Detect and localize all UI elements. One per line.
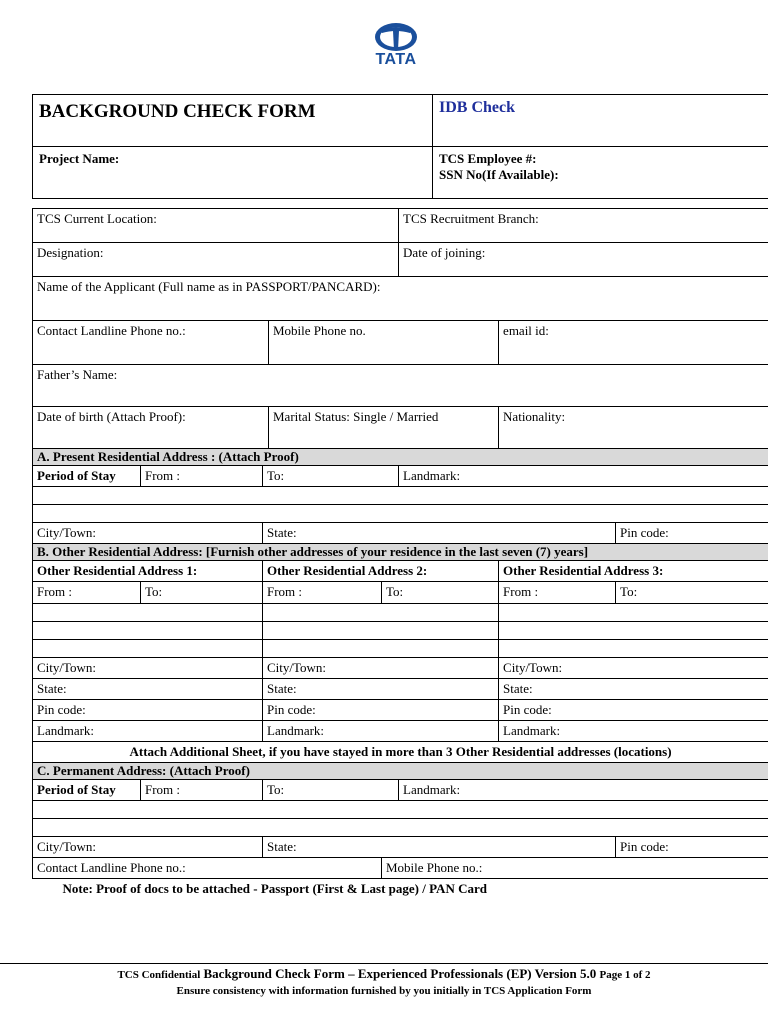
state-field-c[interactable]: State: [263,837,616,858]
mobile-field-c[interactable]: Mobile Phone no.: [382,858,768,879]
landmark-field-a[interactable]: Landmark: [399,466,768,487]
recruitment-branch-field[interactable]: TCS Recruitment Branch: [399,209,768,243]
idb-check-label: IDB Check [433,95,768,147]
email-field[interactable]: email id: [499,321,768,365]
address-line-b2a[interactable] [263,604,499,622]
state-field-b3[interactable]: State: [499,679,768,700]
footer-form-title: Background Check Form – Experienced Professionals (EP) Version 5.0 [203,966,597,981]
current-location-field[interactable]: TCS Current Location: [33,209,399,243]
from-field-c[interactable]: From : [141,780,263,801]
city-field-a[interactable]: City/Town: [33,523,263,544]
marital-status-field[interactable]: Marital Status: Single / Married [269,407,499,449]
main-form-table [32,208,768,899]
pin-field-b1[interactable]: Pin code: [33,700,263,721]
footer-page-number: Page 1 of 2 [599,969,651,981]
project-name-label: Project Name: [39,151,120,166]
designation-field[interactable]: Designation: [33,243,399,277]
landline-field[interactable]: Contact Landline Phone no.: [33,321,269,365]
address-line-b2b[interactable] [263,622,499,640]
footer-confidential: TCS Confidential [117,969,201,981]
applicant-name-field[interactable]: Name of the Applicant (Full name as in PASSPORT/PANCARD): [33,277,768,321]
header-table [32,94,768,199]
from-field-a[interactable]: From : [141,466,263,487]
to-field-a[interactable]: To: [263,466,399,487]
address-line-b3c[interactable] [499,640,768,658]
to-field-b1[interactable]: To: [141,582,263,604]
proof-note: Note: Proof of docs to be attached - Passport (First & Last page) / PAN Card [62,881,487,896]
address-line-a2[interactable] [33,505,768,523]
from-field-b2[interactable]: From : [263,582,382,604]
footer-line-2: Ensure consistency with information furnished by you initially in TCS Application Form [176,985,592,997]
city-field-c[interactable]: City/Town: [33,837,263,858]
landline-field-c[interactable]: Contact Landline Phone no.: [33,858,382,879]
section-b-header: B. Other Residential Address: [Furnish other addresses of your residence in the last seven (7) years] [33,544,768,561]
mobile-field[interactable]: Mobile Phone no. [269,321,499,365]
address-line-b3b[interactable] [499,622,768,640]
dob-field[interactable]: Date of birth (Attach Proof): [33,407,269,449]
landmark-field-c[interactable]: Landmark: [399,780,768,801]
from-field-b1[interactable]: From : [33,582,141,604]
from-field-b3[interactable]: From : [499,582,616,604]
period-of-stay-label-a: Period of Stay [33,466,141,487]
state-field-a[interactable]: State: [263,523,616,544]
address-line-c2[interactable] [33,819,768,837]
address-line-a1[interactable] [33,487,768,505]
other-address-3-label: Other Residential Address 3: [499,561,768,582]
address-line-c1[interactable] [33,801,768,819]
city-field-b2[interactable]: City/Town: [263,658,499,679]
other-address-1-label: Other Residential Address 1: [33,561,263,582]
tcs-employee-label: TCS Employee #: [439,151,537,166]
city-field-b1[interactable]: City/Town: [33,658,263,679]
pin-field-a[interactable]: Pin code: [616,523,768,544]
pin-field-c[interactable]: Pin code: [616,837,768,858]
address-line-b2c[interactable] [263,640,499,658]
city-field-b3[interactable]: City/Town: [499,658,768,679]
pin-field-b2[interactable]: Pin code: [263,700,499,721]
landmark-field-b2[interactable]: Landmark: [263,721,499,742]
project-name-field[interactable] [33,147,433,199]
tata-logo [368,22,424,72]
tata-logo-icon [374,22,418,52]
address-line-b3a[interactable] [499,604,768,622]
logo-text: TATA [375,51,417,68]
footer-divider [0,963,768,964]
date-of-joining-field[interactable]: Date of joining: [399,243,768,277]
other-address-2-label: Other Residential Address 2: [263,561,499,582]
address-line-b1b[interactable] [33,622,263,640]
period-of-stay-label-c: Period of Stay [33,780,141,801]
to-field-b2[interactable]: To: [382,582,499,604]
father-name-field[interactable]: Father’s Name: [33,365,768,407]
form-title: BACKGROUND CHECK FORM [33,95,433,147]
attach-sheet-note: Attach Additional Sheet, if you have stayed in more than 3 Other Residential addresses (locations) [33,742,768,763]
section-a-header: A. Present Residential Address : (Attach Proof) [33,449,768,466]
address-line-b1c[interactable] [33,640,263,658]
state-field-b2[interactable]: State: [263,679,499,700]
ssn-label: SSN No(If Available): [439,167,559,182]
to-field-c[interactable]: To: [263,780,399,801]
state-field-b1[interactable]: State: [33,679,263,700]
address-line-b1a[interactable] [33,604,263,622]
employee-ssn-field[interactable] [433,147,768,199]
landmark-field-b3[interactable]: Landmark: [499,721,768,742]
nationality-field[interactable]: Nationality: [499,407,768,449]
footer-line-1 [0,966,768,982]
landmark-field-b1[interactable]: Landmark: [33,721,263,742]
pin-field-b3[interactable]: Pin code: [499,700,768,721]
to-field-b3[interactable]: To: [616,582,768,604]
section-c-header: C. Permanent Address: (Attach Proof) [33,763,768,780]
